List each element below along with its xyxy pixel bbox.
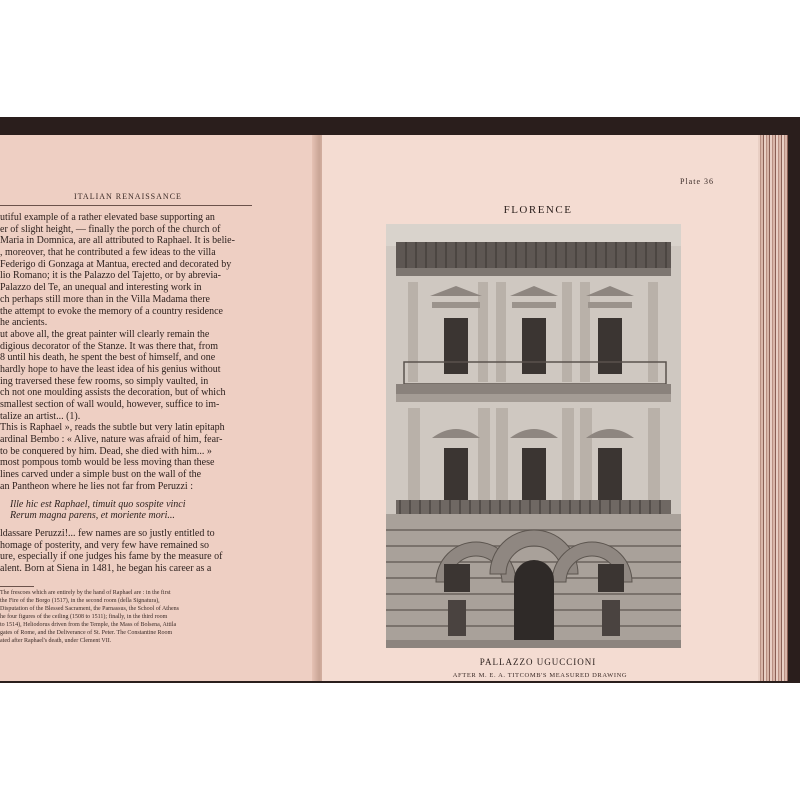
page-edges [758,135,788,681]
text-line: Maria in Domnica, are all attributed to Raphael. It is belie- [0,235,235,247]
header-rule [0,205,252,206]
text-line: Disputation of the Blessed Sacrament, the Parnassus, the School of Athens [0,606,179,612]
text-line: Federigo di Gonzaga at Mantua, erected and decorated by [0,258,232,270]
text-line: gates of Rome, and the Deliverance of St. Peter. The Constantine Room [0,630,173,636]
text-line: ldassare Peruzzi!... few names are so justly entitled to [0,527,215,539]
text-line: This is Raphael », reads the subtle but very latin epitaph [0,422,225,434]
text-line: lines carved under a simple bust on the wall of the [0,469,202,481]
text-line: he four figures of the ceiling (1508 to 1511); finally, in the third room [0,614,168,620]
plate-credit: AFTER M. E. A. TITCOMB'S MEASURED DRAWING [452,672,628,679]
footnote-rule [0,586,34,587]
text-line: to be conquered by him. Dead, she died with him... » [0,445,212,457]
closing-paragraph [0,528,256,575]
text-line: er of slight height, — finally the porch of the church of [0,223,221,235]
text-line: to 1514), Heliodorus driven from the Temple, the Mass of Bolsena, Attila [0,622,177,628]
plate-number: Plate 36 [680,177,714,186]
text-line: Ille hic est Raphael, timuit quo sospite vinci [10,498,186,510]
text-line: digious decorator of the Stanze. It was there that, from [0,340,218,352]
body-text [0,212,256,575]
text-line: , moreover, that he contributed a few ideas to the villa [0,247,216,259]
text-line: ch not one moulding assists the decoration, but of which [0,387,226,399]
text-line: Rerum magna parens, et moriente mori... [10,510,175,522]
text-line: ardinal Bembo : « Alive, nature was afraid of him, fear- [0,434,223,446]
footnotes [0,589,252,645]
text-line: Palazzo del Te, an unequal and interesting work in [0,282,202,294]
epitaph-quote [0,499,256,522]
text-line: 8 until his death, he spent the best of himself, and one [0,352,216,364]
text-line: an Pantheon where he lies not far from Peruzzi : [0,480,193,492]
plate-title: FLORENCE [503,204,573,216]
main-paragraphs [0,212,256,493]
text-line: the attempt to evoke the memory of a country residence [0,305,223,317]
plate-caption: PALLAZZO UGUCCIONI [479,657,597,667]
text-line: hardly hope to have the least idea of his genius without [0,363,221,375]
text-line: ut above all, the great painter will clearly remain the [0,328,210,340]
text-line: ch perhaps still more than in the Villa Madama there [0,293,210,305]
text-line: smallest section of wall would, however, suffice to im- [0,399,220,410]
text-line: lio Romano; it is the Palazzo del Tajetto, or by abrevia- [0,270,222,282]
text-line: alent. Born at Siena in 1481, he began his career as a [0,562,212,574]
text-line: the Fire of the Borgo (1517), in the second room (della Signatura), [0,598,160,604]
text-line: homage of posterity, and very few have remained so [0,539,209,551]
text-line: most pompous tomb would be less moving than these [0,457,215,469]
text-line: he ancients. [0,317,48,329]
text-line: The frescoes which are entirely by the hand of Raphael are : in the first [0,590,171,596]
running-head: ITALIAN RENAISSANCE [74,192,182,201]
text-line: ated after Raphael's death, under Clement VII. [0,638,112,644]
text-line: talize an artist... (1). [0,410,81,422]
text-line: ing traversed these few rooms, so simply vaulted, in [0,375,209,387]
text-line: ure, especially if one judges his fame by the measure of [0,551,223,563]
text-line: utiful example of a rather elevated base supporting an [0,212,215,223]
palazzo-facade-plate [386,224,681,648]
